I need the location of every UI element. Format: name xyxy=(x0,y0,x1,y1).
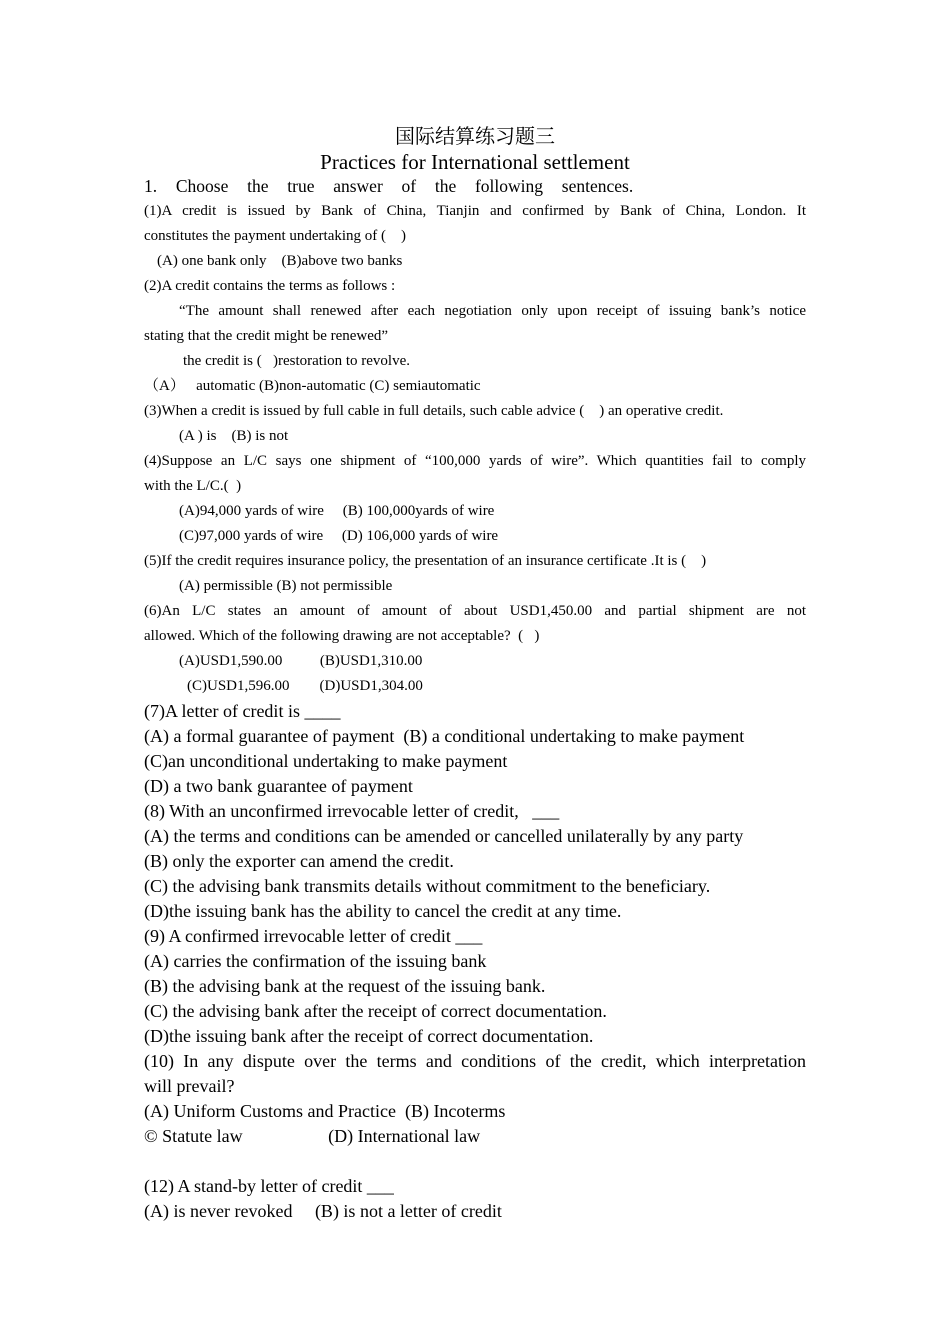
question-5-line-1: (5)If the credit requires insurance policy, the presentation of an insurance certificate .It is ( ) xyxy=(144,553,707,569)
question-9-option-c: (C) the advising bank after the receipt of correct documentation. xyxy=(144,1001,607,1021)
question-3-options: (A ) is (B) is not xyxy=(179,428,289,444)
title-english: Practices for International settlement xyxy=(320,150,630,174)
question-3-line-1: (3)When a credit is issued by full cable in full details, such cable advice ( ) an operative credit. xyxy=(144,403,724,419)
question-8-option-d: (D)the issuing bank has the ability to cancel the credit at any time. xyxy=(144,901,622,921)
question-7-option-ab: (A) a formal guarantee of payment (B) a conditional undertaking to make payment xyxy=(144,726,745,746)
question-9-stem: (9) A confirmed irrevocable letter of credit ___ xyxy=(144,926,483,946)
question-10-line-2: will prevail? xyxy=(144,1076,235,1096)
question-7-option-c: (C)an unconditional undertaking to make payment xyxy=(144,751,508,771)
question-2-options: （A） automatic (B)non-automatic (C) semiautomatic xyxy=(144,378,481,394)
question-2-line-4: the credit is ( )restoration to revolve. xyxy=(183,353,411,369)
question-2-line-2: “The amount shall renewed after each negotiation only upon receipt of issuing bank’s notice xyxy=(179,303,806,319)
question-4-line-2: with the L/C.( ) xyxy=(144,478,242,494)
question-1-options: (A) one bank only (B)above two banks xyxy=(157,253,403,269)
question-9-option-d: (D)the issuing bank after the receipt of correct documentation. xyxy=(144,1026,594,1046)
question-9-option-a: (A) carries the confirmation of the issuing bank xyxy=(144,951,487,971)
question-7-option-d: (D) a two bank guarantee of payment xyxy=(144,776,413,796)
question-6-options-1: (A)USD1,590.00 (B)USD1,310.00 xyxy=(179,653,423,669)
question-8-option-c: (C) the advising bank transmits details without commitment to the beneficiary. xyxy=(144,876,711,896)
blank-line xyxy=(144,1149,806,1174)
question-12-stem: (12) A stand-by letter of credit ___ xyxy=(144,1176,394,1196)
question-7-stem: (7)A letter of credit is ____ xyxy=(144,701,341,721)
question-6-line-2: allowed. Which of the following drawing are not acceptable? ( ) xyxy=(144,628,540,644)
question-9-option-b: (B) the advising bank at the request of the issuing bank. xyxy=(144,976,546,996)
question-1-line-1: (1)A credit is issued by Bank of China, Tianjin and confirmed by Bank of China, London. It xyxy=(144,203,806,219)
section-heading: 1. Choose the true answer of the following sentences. xyxy=(144,176,634,196)
question-8-stem: (8) With an unconfirmed irrevocable letter of credit, ___ xyxy=(144,801,560,821)
question-10-option-cd: © Statute law (D) International law xyxy=(144,1126,481,1146)
question-4-options-2: (C)97,000 yards of wire (D) 106,000 yards of wire xyxy=(179,528,499,544)
question-4-line-1: (4)Suppose an L/C says one shipment of “100,000 yards of wire”. Which quantities fail to comply xyxy=(144,453,806,469)
question-2-line-1: (2)A credit contains the terms as follows : xyxy=(144,278,396,294)
question-12-options: (A) is never revoked (B) is not a letter of credit xyxy=(144,1201,502,1221)
question-10-option-ab: (A) Uniform Customs and Practice (B) Incoterms xyxy=(144,1101,506,1121)
question-4-options-1: (A)94,000 yards of wire (B) 100,000yards of wire xyxy=(179,503,495,519)
question-8-option-b: (B) only the exporter can amend the credit. xyxy=(144,851,454,871)
question-2-line-3: stating that the credit might be renewed” xyxy=(144,328,389,344)
question-5-options: (A) permissible (B) not permissible xyxy=(179,578,393,594)
document-body xyxy=(144,174,806,1224)
title-chinese: 国际结算练习题三 xyxy=(395,124,555,148)
question-6-line-1: (6)An L/C states an amount of amount of about USD1,450.00 and partial shipment are not xyxy=(144,603,806,619)
question-8-option-a: (A) the terms and conditions can be amended or cancelled unilaterally by any party xyxy=(144,826,744,846)
question-1-line-2: constitutes the payment undertaking of ( ) xyxy=(144,228,407,244)
question-6-options-2: (C)USD1,596.00 (D)USD1,304.00 xyxy=(187,678,423,694)
question-10-line-1: (10) In any dispute over the terms and conditions of the credit, which interpretation xyxy=(144,1051,806,1071)
